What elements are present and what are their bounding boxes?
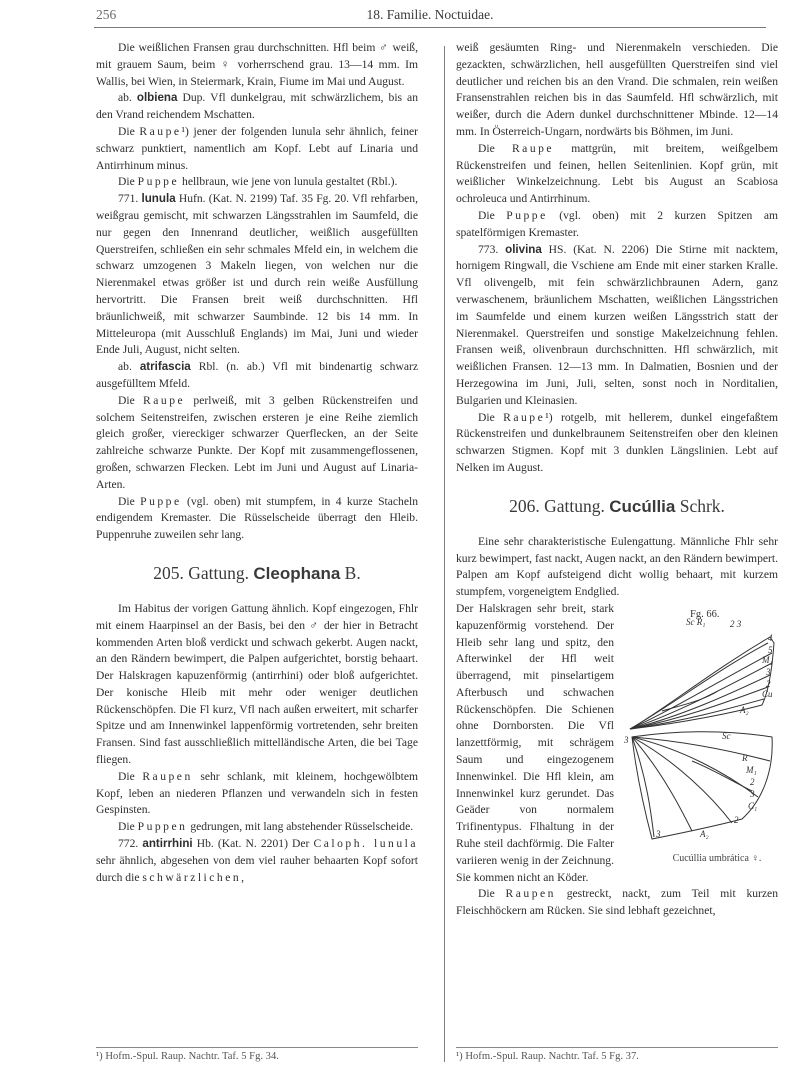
- svg-text:M₁: M₁: [746, 764, 757, 775]
- paragraph: 772. antirrhini Hb. (Kat. N. 2201) Der Caloph. lunula sehr ähnlich, abgesehen von dem viel rauher behaarten Kopf sofort durch die schwärzlichen,: [96, 837, 418, 884]
- genus-heading: 205. Gattung. Cleophana B.: [153, 562, 361, 583]
- paragraph: Die Puppe (vgl. oben) mit stumpfem, in 4 kurze Stacheln endigendem Kremaster. Die Rüsselscheide überragt den Hleib. Puppenruhe zuweilen sehr lang.: [96, 494, 418, 542]
- svg-text:C₁: C₁: [748, 800, 758, 811]
- left-column: [96, 40, 418, 1072]
- paragraph: Der Halskragen sehr breit, stark kapuzenförmig vorstehend. Der Hleib sehr lang und spitz, den Afterwinkel der Hfl weit überragend, mit pinselartigem Afterbusch und schwachen Rückenschöpfen. Die Schienen ohne Dornborsten. Die Vfl lanzettförmig, mit schrägem Saum und eingezogenem Innenwinkel. Die Hfl klein, am Innenwinkel kurz gerundet. Das Geäder von normalem Trifinentypus. Flhaltung in der Ruhe steil dachförmig. Die Falter variieren wenig in der Zeichnung. Sie kommen nicht an Köder.: [456, 601, 614, 884]
- paragraph: ab. olbiena Dup. Vfl dunkelgrau, mit schwärzlichem, bis an den Vrand reichendem Mschatten.: [96, 91, 419, 122]
- column-divider: [444, 46, 445, 1062]
- svg-text:A₂: A₂: [700, 828, 709, 839]
- species-name: olivina: [505, 242, 542, 256]
- species-name: antirrhini: [142, 837, 193, 851]
- wing-venation-figure: [622, 601, 778, 877]
- svg-text:Sc: Sc: [722, 730, 731, 741]
- svg-text:3: 3: [766, 666, 771, 677]
- species-name: olbiena: [136, 91, 178, 105]
- svg-text:2 3: 2 3: [730, 618, 742, 629]
- running-title: 18. Familie. Noctuidae.: [366, 7, 494, 22]
- svg-text:R: R: [742, 752, 748, 763]
- paragraph: Die Raupen gestreckt, nackt, zum Teil mit kurzen Fleischhöckern am Rücken. Sie sind lebhaft gezeichnet,: [456, 887, 778, 918]
- page-header: [94, 6, 766, 28]
- species-name: atrifascia: [139, 360, 191, 374]
- paragraph: 771. lunula Hufn. (Kat. N. 2199) Taf. 35 Fg. 20. Vfl rehfarben, weißgrau gemischt, mit schwarzen Längsstrahlen im Saumfeld, die nur gegen den Innenrand deutlicher, weißlich ausgefüllten Querstreifen, schließen ein sehr schmales Mfeld ein, in welchem die schwarz umzogenen 3 Makeln liegen, von welchen nur die Nierenmakel etwas größer ist und durch rein weiße Ausfüllung hervortritt. Die Fransen breit weiß durchschnitten. Hfl bräunlichweiß, mit schwarzer Saumbinde. 12 bis 14 mm. In Mitteleuropa (mit Ausschluß Englands) im Mai, Juni und wieder Ende Juli, August, nicht selten.: [96, 192, 419, 357]
- page-number: 256: [96, 7, 117, 22]
- svg-text:2: 2: [734, 814, 739, 825]
- paragraph: Die Puppen gedrungen, mit lang abstehender Rüsselscheide.: [118, 820, 414, 834]
- svg-text:A₂: A₂: [740, 704, 749, 715]
- paragraph: Die Raupe mattgrün, mit breitem, weißgelbem Rückenstreifen und feinen, hellen Seitenlinien. Kopf grün, mit weißlicher Winkelzeichnung. Lebt bis August an Scabiosa ochroleuca und Antirrhinum.: [456, 141, 779, 206]
- paragraph: Die Raupen sehr schlank, mit kleinem, hochgewölbtem Kopf, leben an niederen Pflanzen und verwandeln sich in festen Gespinsten.: [96, 769, 418, 817]
- svg-text:4: 4: [768, 632, 773, 643]
- svg-text:5: 5: [768, 644, 773, 655]
- svg-text:Sc R₁: Sc R₁: [686, 616, 706, 627]
- right-column: [456, 40, 778, 1072]
- paragraph: Die Raupe¹) rotgelb, mit hellerem, dunkel eingefaßtem Rückenstreifen und dunkelbraunem Seitenstreifen ober den kleinen schwarzen Stigmen. Kopf mit 3 dunklen Längslinien. Lebt auf Nelken im August.: [456, 410, 778, 474]
- svg-text:2: 2: [750, 776, 755, 787]
- paragraph: Die Raupe¹) jener der folgenden lunula sehr ähnlich, feiner schwarz punktiert, namentlich am Kopf. Lebt auf Linaria und Antirrhinum minus.: [96, 124, 419, 172]
- genus-heading: 206. Gattung. Cucúllia Schrk.: [509, 495, 725, 516]
- paragraph: Im Habitus der vorigen Gattung ähnlich. Kopf eingezogen, Fhlr mit einem Haarpinsel an der Basis, bei den ♂ der hier in Betracht kommenden Arten bloß verdickt und schwach gekerbt. Augen nackt, an den Rändern bewimpert, die Palpen aufgerichtet, borstig behaart. Der Halskragen kapuzenförmig (antirrhini) oder bloß aufgerichtet. Der konische Hleib mit mehr oder weniger deutlichen Rückenschöpfen. Die Fl kurz, Vfl nach außen erweitert, mit scharfer Spitze und am Innenwinkel lappenförmig vortretenden, sehr breiten Fransen. Sind fast ausschließlich mittelländische Arten, die bei Tage fliegen.: [96, 601, 418, 767]
- species-name: lunula: [141, 192, 176, 206]
- paragraph: Eine sehr charakteristische Eulengattung. Männliche Fhlr sehr kurz bewimpert, fast nackt, Augen nackt, an den Rändern bewimpert. Palpen am Kopf aufsteigend dicht wollig behaart, mit kurzem stumpfem, vorgeneigtem Endglied.: [456, 534, 778, 599]
- footnote: ¹) Hofm.-Spul. Raup. Nachtr. Taf. 5 Fg. 37.: [456, 1047, 778, 1064]
- svg-text:M₁: M₁: [762, 654, 773, 665]
- wing-diagram: [622, 601, 778, 851]
- svg-text:3: 3: [750, 788, 755, 799]
- paragraph: weiß gesäumten Ring- und Nierenmakeln verschieden. Die gezackten, schwärzlichen, hell ausgefüllten Querstreifen sind viel deutlicher und reichen bis an den Vrand. Die schmalen, rein weißen Fransenstrahlen reichen bis in das Saumfeld. Hfl schwärzlich, mit weißer, durch die Adern dunkel durchschnittener Mbinde. 12—14 mm. In Österreich-Ungarn, nordwärts bis Böhmen, im Juni.: [456, 41, 778, 138]
- paragraph: Die Puppe hellbraun, wie jene von lunula gestaltet (Rbl.).: [118, 175, 398, 189]
- svg-text:3: 3: [656, 828, 661, 839]
- footnote: ¹) Hofm.-Spul. Raup. Nachtr. Taf. 5 Fg. 34.: [96, 1047, 418, 1064]
- paragraph: 773. olivina HS. (Kat. N. 2206) Die Stirne mit nacktem, hornigem Ringwall, die Vschiene am Ende mit einer starken Kralle. Vfl olivengelb, mit fein schwärzlichbraunen Adern, ganz verwaschenem, bräunlichem Mschatten, weißlichen Längsstrichen im Saumfelde und einem kurzen weißen Längsstrich statt der Nierenmakel. Querstreifen und sonstige Makelzeichnung fehlen. Fransen weiß, olivenbraun durchschnitten. Hfl schwärzlich, mit weißlichen Fransen. 12—13 mm. In Dalmatien, Bosnien und der Herzegowina im Juni, Juli, selten, sonst noch in Norditalien, Bulgarien und Kleinasien.: [456, 242, 778, 407]
- svg-text:3: 3: [624, 734, 629, 745]
- svg-text:Cu: Cu: [762, 688, 773, 699]
- figure-caption: Cucúllia umbrática ♀.: [672, 852, 762, 864]
- paragraph: ab. atrifascia Rbl. (n. ab.) Vfl mit bindenartig schwarz ausgefülltem Mfeld.: [96, 360, 418, 390]
- paragraph: Die Puppe (vgl. oben) mit 2 kurzen Spitzen am spatelförmigen Kremaster.: [456, 208, 778, 239]
- svg-text:2: 2: [766, 678, 771, 689]
- paragraph: Die Raupe perlweiß, mit 3 gelben Rückenstreifen und solchem Seitenstreifen, zwischen ersteren je eine Reihe ziemlich gleich großer, viereckiger schwarzer Querflecken, an der Seite zahlreiche schwarze Punkte. Der Kopf mit zusammengeflossenen, großen, schwarzen Flecken. Lebt im Juni und August auf Linaria-Arten.: [96, 393, 418, 491]
- paragraph: Die weißlichen Fransen grau durchschnitten. Hfl beim ♂ weiß, mit grauem Saum, beim ♀ vorherrschend grau. 13—14 mm. Im Wallis, bei Wien, in Steiermark, Krain, Fiume im Mai und August.: [96, 41, 418, 88]
- figure-number: Fg. 66.: [690, 608, 720, 620]
